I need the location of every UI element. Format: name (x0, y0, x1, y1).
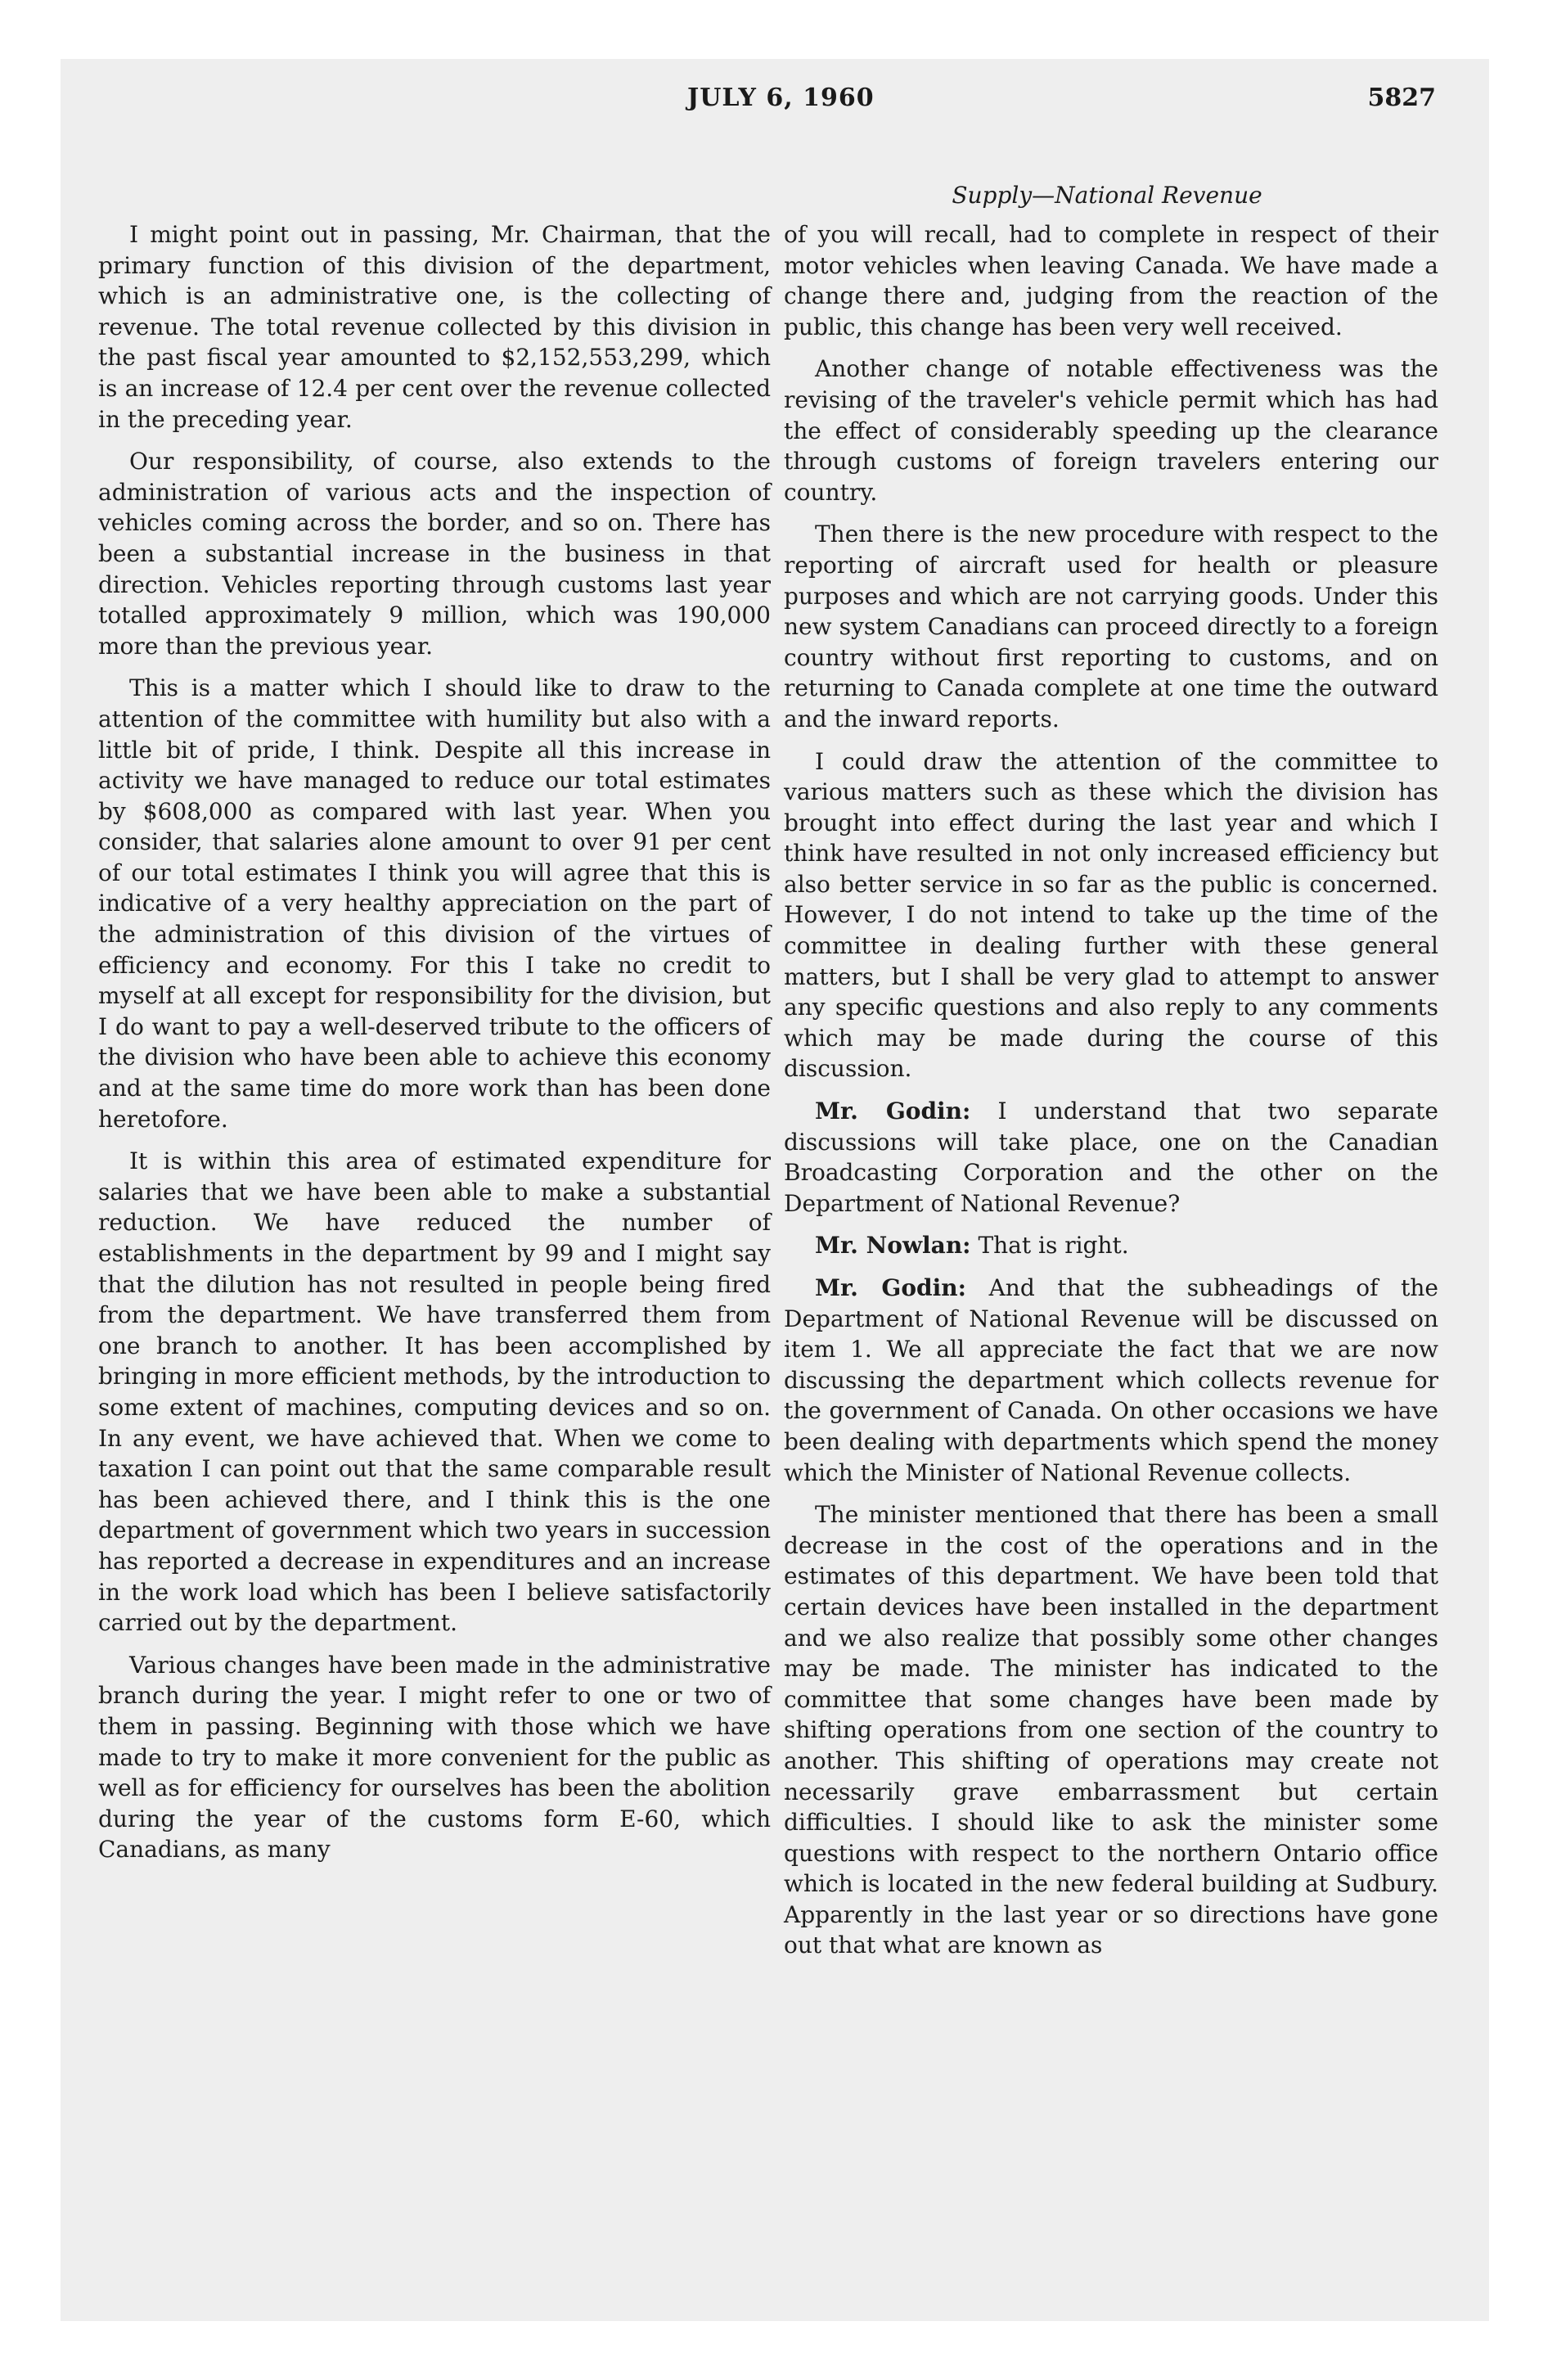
paragraph: I could draw the attention of the committee to various matters such as these which the division has brought into effect during the last year and which I think have resulted in not only increased efficiency but also better service in so far as the public is concerned. However, I do not intend to take up the time of the committee in dealing further with these general matters, but I shall be very glad to attempt to answer any specific questions and also reply to any comments which may be made during the course of this discussion. (784, 747, 1438, 1083)
paragraph: This is a matter which I should like to draw to the attention of the committee with humility but also with a little bit of pride, I think. Despite all this increase in activity we have managed to reduce our total estimates by $608,000 as compared with last year. When you consider, that salaries alone amount to over 91 per cent of our total estimates I think you will agree that this is indicative of a very healthy appreciation on the part of the administration of this division of the virtues of efficiency and economy. For this I take no credit to myself at all except for responsibility for the division, but I do want to pay a well-deserved tribute to the officers of the division who have been able to achieve this economy and at the same time do more work than has been done heretofore. (98, 674, 771, 1133)
page-header (98, 83, 1448, 129)
speech-text: I understand that two separate discussions will take place, one on the Canadian Broadcasting Corporation and the other on the Department of National Revenue? (784, 1098, 1439, 1217)
speech-text: That is right. (978, 1232, 1129, 1260)
paragraph: Various changes have been made in the administrative branch during the year. I might refer to one or two of them in passing. Beginning with those which we have made to try to make it more convenient for the public as well as for efficiency for ourselves has been the abolition during the year of the customs form E-60, which Canadians, as many (98, 1651, 771, 1864)
speaker-name: Mr. Nowlan: (815, 1232, 971, 1260)
speech-paragraph (784, 1273, 1438, 1488)
speech-paragraph (784, 1230, 1438, 1261)
speech-text: And that the subheadings of the Department of National Revenue will be discussed on item 1. We all appreciate the fact that we are now discussing the department which collects revenue for the government of Canada. On other occasions we have been dealing with departments which spend the money which the Minister of National Revenue collects. (784, 1274, 1438, 1486)
paragraph-continuation: of you will recall, had to complete in respect of their motor vehicles when leaving Canada. We have made a change there and, judging from the reaction of the public, this change has been very well received. (784, 221, 1438, 340)
speaker-name: Mr. Godin: (815, 1098, 971, 1125)
left-column (98, 219, 771, 1877)
paragraph: Our responsibility, of course, also extends to the administration of various acts and the inspection of vehicles coming across the border, and so on. There has been a substantial increase in the business in that direction. Vehicles reporting through customs last year totalled approximately 9 million, which was 190,000 more than the previous year. (98, 448, 771, 660)
right-column (784, 219, 1438, 1972)
speaker-name: Mr. Godin: (815, 1274, 966, 1301)
header-date: JULY 6, 1960 (687, 83, 875, 112)
paragraph: Another change of notable effectiveness was the revising of the traveler's vehicle permit which has had the effect of considerably speeding up the clearance through customs of foreign travelers entering our country. (784, 355, 1438, 506)
page-number: 5827 (1367, 83, 1436, 112)
paragraph: The minister mentioned that there has been a small decrease in the cost of the operations and in the estimates of this department. We have been told that certain devices have been installed in the department and we also realize that possibly some other changes may be made. The minister has indicated to the committee that some changes have been made by shifting operations from one section of the country to another. This shifting of operations may create not necessarily grave embarrassment but certain difficulties. I should like to ask the minister some questions with respect to the northern Ontario office which is located in the new federal building at Sudbury. Apparently in the last year or so directions have gone out that what are known as (784, 1501, 1438, 1959)
paragraph: It is within this area of estimated expenditure for salaries that we have been able to make a substantial reduction. We have reduced the number of establishments in the department by 99 and I might say that the dilution has not resulted in people being fired from the department. We have transferred them from one branch to another. It has been accomplished by bringing in more efficient methods, by the introduction to some extent of machines, computing devices and so on. In any event, we have achieved that. When we come to taxation I can point out that the same comparable result has been achieved there, and I think this is the one department of government which two years in succession has reported a decrease in expenditures and an increase in the work load which has been I believe satisfactorily carried out by the department. (98, 1147, 771, 1637)
speech-paragraph (784, 1096, 1438, 1219)
paragraph: Then there is the new procedure with respect to the reporting of aircraft used for health or pleasure purposes and which are not carrying goods. Under this new system Canadians can proceed directly to a foreign country without first reporting to customs, and on returning to Canada complete at one time the outward and the inward reports. (784, 521, 1438, 732)
paragraph: I might point out in passing, Mr. Chairman, that the primary function of this division of the department, which is an administrative one, is the collecting of revenue. The total revenue collected by this division in the past fiscal year amounted to $2,152,553,299, which is an increase of 12.4 per cent over the revenue collected in the preceding year. (98, 221, 771, 433)
running-head: Supply—National Revenue (952, 182, 1262, 209)
